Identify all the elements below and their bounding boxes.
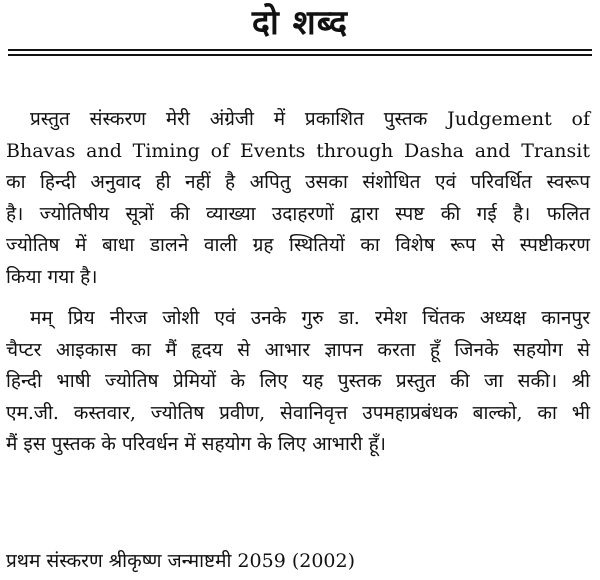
title-underline-top xyxy=(8,49,592,51)
paragraph-2 xyxy=(6,303,590,461)
paragraph-line: मैं इस पुस्तक के परिवर्धन में सहयोग के लिए आभारी हूँ। xyxy=(6,433,386,455)
title-underline-bottom xyxy=(8,54,592,56)
paragraph-line: ज्योतिष में बाधा डालने वाली ग्रह स्थितियों का विशेष रूप से स्पष्टीकरण xyxy=(6,234,590,256)
page-title: दो शब्द xyxy=(251,3,349,43)
paragraph-line: प्रस्तुत संस्करण मेरी अंग्रेजी में प्रकाशित पुस्तक Judgement of xyxy=(30,108,590,130)
paragraph-line: का हिन्दी अनुवाद ही नहीं है अपितु उसका संशोधित एवं परिवर्धित स्वरूप xyxy=(6,171,590,193)
paragraph-line: Bhavas and Timing of Events through Dasha and Transit xyxy=(6,139,590,162)
paragraph-line: हिन्दी भाषी ज्योतिष प्रेमियों के लिए यह पुस्तक प्रस्तुत की जा सकी। श्री xyxy=(6,370,590,392)
paragraph-line: है। ज्योतिषीय सूत्रों की व्याख्या उदाहरणों द्वारा स्पष्ट की गई है। फलित xyxy=(6,202,590,225)
paragraph-line: एम.जी. कस्तवार, ज्योतिष प्रवीण, सेवानिवृत्त उपमहाप्रबंधक बाल्को, का भी xyxy=(6,401,590,424)
paragraph-line: मम् प्रिय नीरज जोशी एवं उनके गुरु डा. रमेश चिंतक अध्यक्ष कानपुर xyxy=(30,307,590,329)
paragraph-line: किया गया है। xyxy=(6,265,98,288)
paragraph-line: चैप्टर आइकास का मैं हृदय से आभार ज्ञापन करता हूँ जिनके सहयोग से xyxy=(6,338,590,361)
page-body xyxy=(6,104,590,461)
edition-note: प्रथम संस्करण श्रीकृष्ण जन्माष्टमी 2059 (2002) xyxy=(6,550,356,572)
paragraph-1 xyxy=(6,104,590,293)
